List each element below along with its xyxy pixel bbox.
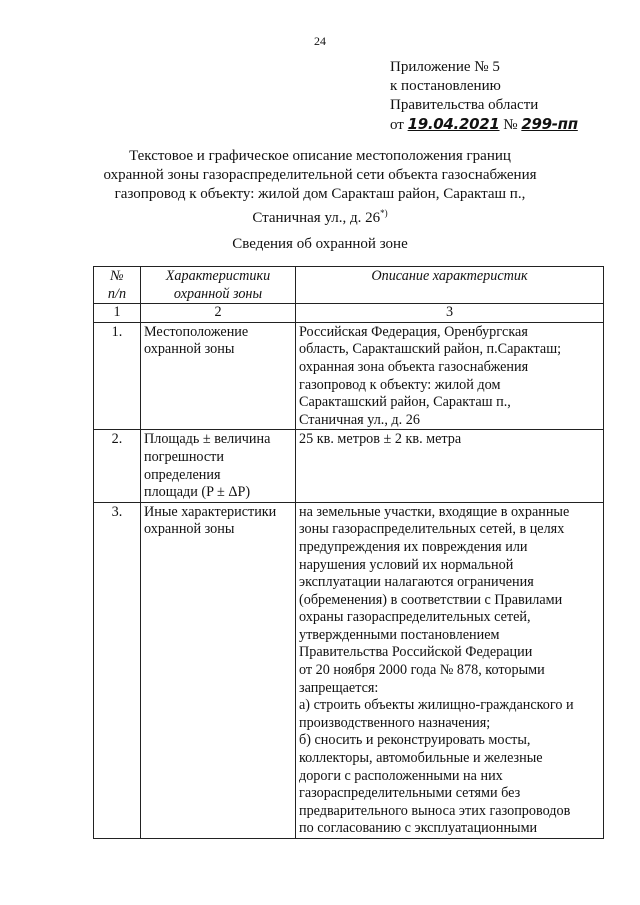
table-row [94,322,604,430]
column-number-3: 3 [296,304,604,323]
row-description [296,502,604,838]
text-line: охраны газораспределительных сетей, [299,609,531,626]
row-characteristic [141,430,296,502]
appendix-line-2: к постановлению [390,78,501,94]
row-description [296,430,604,502]
row-number: 1. [94,322,141,430]
text-line: Станичная ул., д. 26 [299,411,420,428]
title-line-4 [60,204,580,228]
text-line: Российская Федерация, Оренбургская [299,323,528,340]
text-line: Площадь ± величина [144,431,271,448]
text-line: Местоположение [144,323,249,340]
appendix-line-3: Правительства области [390,97,539,113]
row-description [296,322,604,430]
protection-zone-table [93,266,604,839]
row-number: 3. [94,502,141,838]
date-prefix: от [390,117,404,133]
footnote-mark: *) [380,208,388,218]
page-number: 24 [314,34,326,48]
text-line: область, Саракташский район, п.Саракташ; [299,341,562,358]
text-line: газопровод к объекту: жилой дом [299,376,501,393]
column-number-row [94,304,604,323]
handwritten-date: 19.04.2021 [407,115,500,133]
text-line: охранная зона объекта газоснабжения [299,358,529,375]
appendix-date-line [390,115,578,135]
document-title [60,147,580,228]
header-characteristic-line-1: Характеристики [165,268,271,284]
number-sign: № [503,117,518,133]
text-line: б) сносить и реконструировать мосты, [299,732,531,749]
text-line: (обременения) в соответствии с Правилами [299,591,563,608]
header-number [94,267,141,304]
text-line: нарушения условий их нормальной [299,556,514,573]
text-line: зоны газораспределительных сетей, в целях [299,521,565,538]
text-line: охранной зоны [144,521,235,538]
text-line: запрещается: [299,679,379,696]
text-line: коллекторы, автомобильные и железные [299,750,543,767]
text-line: дороги с расположенными на них [299,767,503,784]
text-line: производственного назначения; [299,714,491,731]
text-line: предупреждения их повреждения или [299,538,528,555]
header-description-line-1: Описание характеристик [371,268,528,284]
text-line: предварительного выноса этих газопроводов [299,802,571,819]
title-line-2: охранной зоны газораспределительной сети объекта газоснабжения [103,167,537,183]
header-characteristic-line-2: охранной зоны [173,285,263,302]
table-row [94,502,604,838]
text-line: охранной зоны [144,341,235,358]
text-line: газораспределительными сетями без [299,785,521,802]
text-line: эксплуатации налагаются ограничения [299,574,534,591]
row-number: 2. [94,430,141,502]
table-row [94,430,604,502]
header-characteristic [141,267,296,304]
title-line-1: Текстовое и графическое описание местоположения границ [129,148,511,164]
text-line: Иные характеристики [144,503,277,520]
row-characteristic [141,322,296,430]
row-characteristic [141,502,296,838]
title-line-4-text: Станичная ул., д. 26 [252,210,381,226]
text-line: от 20 ноября 2000 года № 878, которыми [299,662,545,679]
column-number-1: 1 [94,304,141,323]
handwritten-number: 299-пп [521,115,578,133]
text-line: а) строить объекты жилищно-гражданского и [299,697,574,714]
header-number-line-2: п/п [107,285,127,302]
table-header-row [94,267,604,304]
section-subtitle: Сведения об охранной зоне [232,236,408,252]
text-line: утвержденными постановлением [299,626,500,643]
text-line: Саракташский район, Саракташ п., [299,394,511,411]
text-line: площади (P ± ΔP) [144,484,251,501]
header-number-line-1: № [110,268,124,284]
appendix-line-1: Приложение № 5 [390,59,500,75]
text-line: Правительства Российской Федерации [299,644,533,661]
text-line: погрешности [144,448,224,465]
title-line-3: газопровод к объекту: жилой дом Саракташ район, Саракташ п., [114,186,526,202]
header-description [296,267,604,304]
column-number-2: 2 [141,304,296,323]
text-line: на земельные участки, входящие в охранные [299,503,570,520]
appendix-block [390,58,578,135]
text-line: определения [144,466,221,483]
text-line: по согласованию с эксплуатационными [299,820,538,837]
text-line: 25 кв. метров ± 2 кв. метра [299,431,462,448]
